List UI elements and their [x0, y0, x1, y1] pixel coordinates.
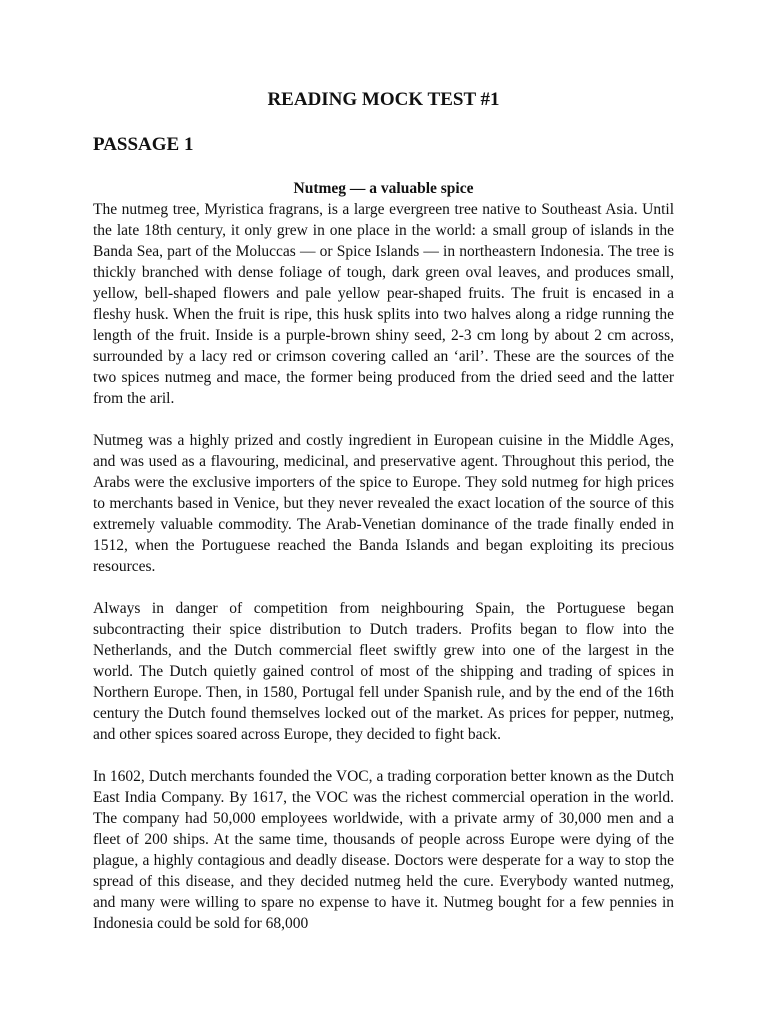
article-title: Nutmeg — a valuable spice — [293, 180, 474, 197]
article-body — [93, 199, 674, 955]
paragraph-4: In 1602, Dutch merchants founded the VOC, a trading corporation better known as the Dutch East India Company. By 1617, the VOC was the richest commercial operation in the world. The company had 50,000 employees worldwide, with a private army of 30,000 men and a fleet of 200 ships. At the same time, thousands of people across Europe were dying of the plague, a highly contagious and deadly disease. Doctors were desperate for a way to stop the spread of this disease, and they decided nutmeg held the cure. Everybody wanted nutmeg, and many were willing to spare no expense to have it. Nutmeg bought for a few pennies in Indonesia could be sold for 68,000 — [93, 768, 674, 932]
paragraph-2: Nutmeg was a highly prized and costly ingredient in European cuisine in the Middle Ages, and was used as a flavouring, medicinal, and preservative agent. Throughout this period, the Arabs were the exclusive importers of the spice to Europe. They sold nutmeg for high prices to merchants based in Venice, but they never revealed the exact location of the source of this extremely valuable commodity. The Arab-Venetian dominance of the trade finally ended in 1512, when the Portuguese reached the Banda Islands and began exploiting its precious resources. — [93, 432, 674, 575]
paragraph-1: The nutmeg tree, Myristica fragrans, is a large evergreen tree native to Southeast Asia. Until the late 18th century, it only grew in one place in the world: a small group of islands in the Banda Sea, part of the Moluccas — or Spice Islands — in northeastern Indonesia. The tree is thickly branched with dense foliage of tough, dark green oval leaves, and produces small, yellow, bell-shaped flowers and pale yellow pear-shaped fruits. The fruit is encased in a fleshy husk. When the fruit is ripe, this husk splits into two halves along a ridge running the length of the fruit. Inside is a purple-brown shiny seed, 2-3 cm long by about 2 cm across, surrounded by a lacy red or crimson covering called an ‘aril’. These are the sources of the two spices nutmeg and mace, the former being produced from the dried seed and the latter from the aril. — [93, 201, 674, 407]
passage-label: PASSAGE 1 — [93, 134, 194, 155]
paragraph-3: Always in danger of competition from neighbouring Spain, the Portuguese began subcontracting their spice distribution to Dutch traders. Profits began to flow into the Netherlands, and the Dutch commercial fleet swiftly grew into one of the largest in the world. The Dutch quietly gained control of most of the shipping and trading of spices in Northern Europe. Then, in 1580, Portugal fell under Spanish rule, and by the end of the 16th century the Dutch found themselves locked out of the market. As prices for pepper, nutmeg, and other spices soared across Europe, they decided to fight back. — [93, 600, 674, 743]
document-title: READING MOCK TEST #1 — [267, 89, 500, 110]
